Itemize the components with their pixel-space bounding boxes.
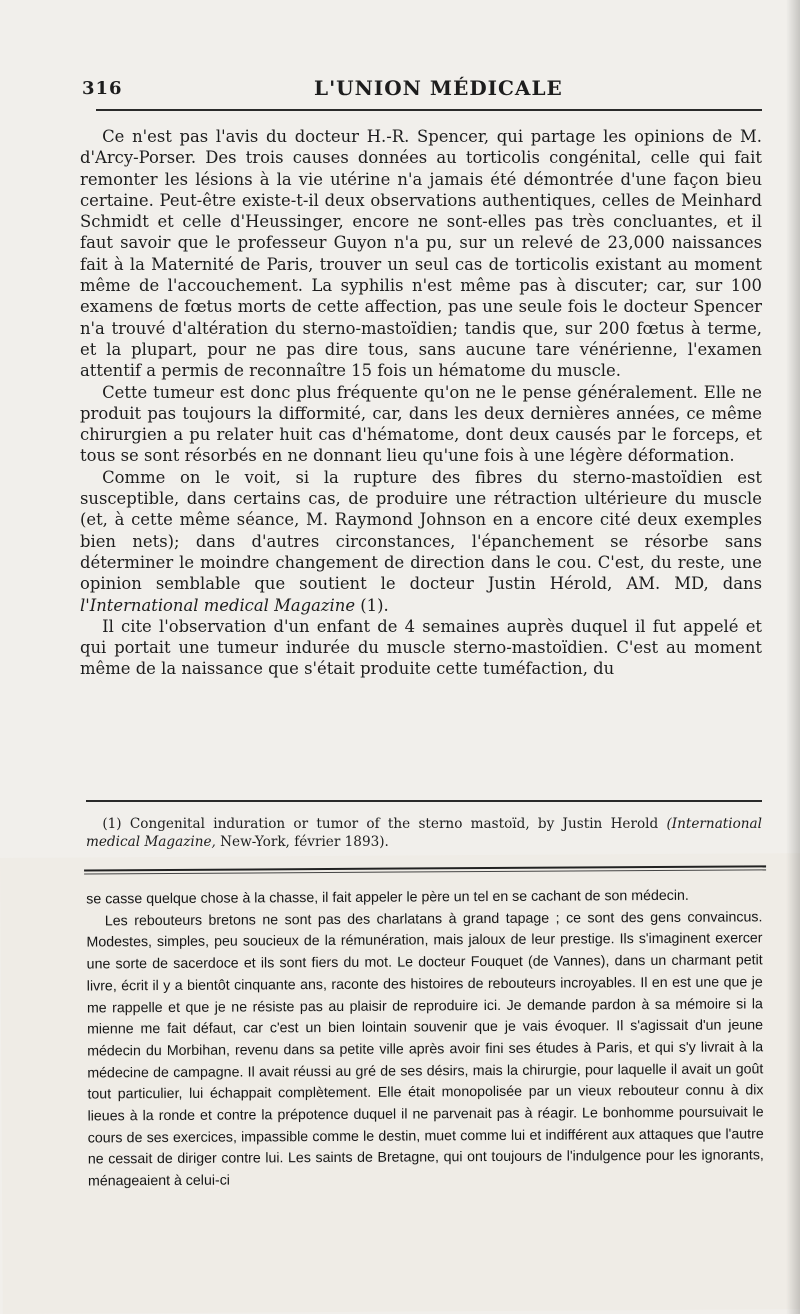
running-title: L'UNION MÉDICALE [314, 76, 563, 100]
journal-title: l'International medical Magazine [80, 595, 356, 615]
footnote-rule [86, 800, 762, 802]
page-edge-shadow [786, 0, 800, 1314]
page-number: 316 [82, 78, 123, 99]
footnote-tail: New-York, février 1893). [215, 834, 389, 850]
clipping-text [86, 885, 764, 1193]
clipping-paragraph-1: se casse quelque chose à la chasse, il fait appeler le père un tel en se cachant de son médecin. [86, 887, 689, 908]
footnote [86, 815, 762, 851]
paragraph-1: Ce n'est pas l'avis du docteur H.-R. Spencer, qui partage les opinions de M. d'Arcy-Porser. Des trois causes données au torticolis congénital, celle qui fait remonter les lésions à la vie utérine n'a jamais été démontrée d'une façon bieu certaine. Peut-être existe-t-il deux observations authentiques, celles de Meinhard Schmidt et celle d'Heussinger, encore ne sont-elles pas très concluantes, et il faut savoir que le professeur Guyon n'a pu, sur un relevé de 23,000 naissances fait à la Maternité de Paris, trouver un seul cas de torticolis existant au moment même de l'accouchement. La syphilis n'est même pas à discuter; car, sur 100 examens de fœtus morts de cette affection, pas une seule fois le docteur Spencer n'a trouvé d'altération du sterno-mastoïdien; tandis que, sur 200 fœtus à terme, et la plupart, pour ne pas dire tous, sans aucune tare vénérienne, l'examen attentif a permis de reconnaître 15 fois un hématome du muscle. [80, 127, 762, 381]
paragraph-4: Il cite l'observation d'un enfant de 4 semaines auprès duquel il fut appelé et qui portait une tumeur indurée du muscle sterno-mastoïdien. C'est au moment même de la naissance que s'était produite cette tuméfaction, du [80, 616, 762, 679]
paragraph-3 [80, 467, 762, 616]
footnote-marker: (1) [102, 816, 122, 832]
paragraph-3-text: Comme on le voit, si la rupture des fibres du sterno-mastoïdien est susceptible, dans certains cas, de produire une rétraction ultérieure du muscle (et, à cette même séance, M. Raymond Johnson en a encore cité deux exemples bien nets); dans d'autres circonstances, l'épanchement se résorbe sans déterminer le moindre changement de direction dans le cou. C'est, du reste, une opinion semblable que soutient le docteur Justin Hérold, AM. MD, dans [80, 467, 762, 594]
pasted-clipping [0, 853, 800, 1314]
footnote-reference: (1). [355, 595, 389, 615]
footnote-text: Congenital induration or tumor of the sterno mastoïd, by Justin Herold [129, 816, 659, 832]
clipping-paragraph-2: Les rebouteurs bretons ne sont pas des charlatans à grand tapage ; ce sont des gens convaincus. Modestes, simples, peu soucieux de la rémunération, mais jaloux de leur prestige. Ils s'imaginent exercer une sorte de sacerdoce et ils sont fiers du mot. Le docteur Fouquet (de Vannes), dans un charmant petit livre, écrit il y a bientôt cinquante ans, raconte des histoires de rebouteurs incroyables. Il en est une que je me rappelle et que je ne résiste pas au plaisir de reproduire ici. Je demande pardon à sa mémoire si la mienne me fait défaut, car c'est un bien lointain souvenir que je vais évoquer. Il s'agissait d'un jeune médecin du Morbihan, revenu dans sa petite ville après avoir fini ses études à Paris, et qui s'y livrait à la médecine de campagne. Il avait réussi au gré de ses désirs, mais la chirurgie, pour laquelle il avait un goût tout particulier, lui échappait complètement. Elle était monopolisée par un vieux rebouteur connu à dix lieues à la ronde et contre la prépotence duquel il ne parvenait pas à réagir. Le bonhomme poursuivait le cours de ses exercices, impassible comme le destin, muet comme lui et indifférent aux attaques que l'autre ne cessait de diriger contre lui. Les saints de Bretagne, qui ont toujours de l'indulgence pour les ignorants, ménageaient à celui-ci [86, 909, 764, 1190]
paragraph-2: Cette tumeur est donc plus fréquente qu'on ne le pense généralement. Elle ne produit pas toujours la difformité, car, dans les deux dernières années, ce même chirurgien a pu relater huit cas d'hématome, dont deux causés par le forceps, et tous se sont résorbés en ne donnant lieu qu'une fois à une légère déformation. [80, 382, 762, 466]
running-header [82, 74, 762, 108]
main-text [80, 126, 762, 680]
header-rule [96, 109, 762, 111]
footnote-italic: (International medical Magazine, [86, 816, 762, 850]
